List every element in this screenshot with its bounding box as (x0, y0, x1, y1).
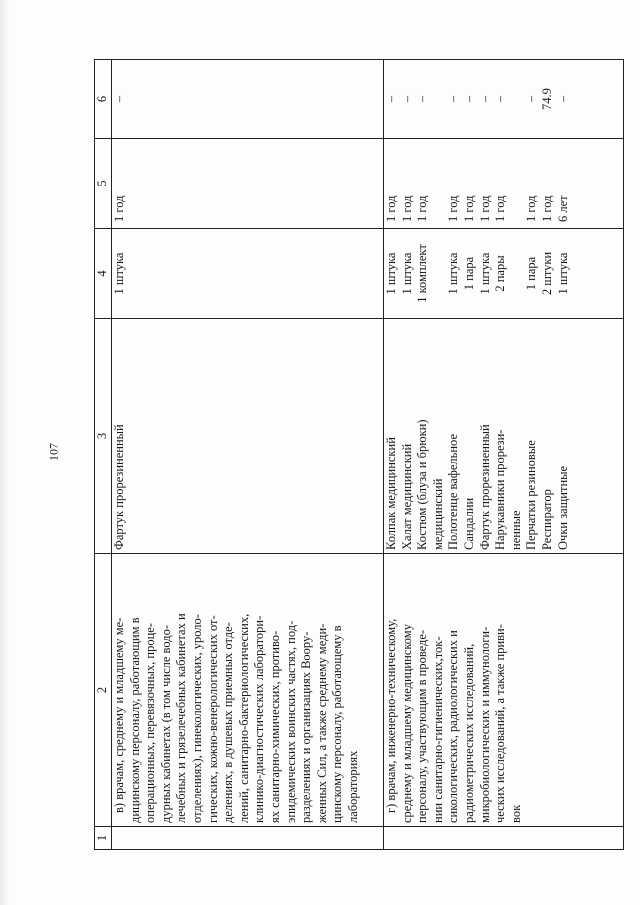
description-line: в) врачам, среднему и младшему ме- (112, 617, 126, 813)
quantity-cell (384, 229, 624, 319)
item-quantity: 1 штука (555, 252, 570, 295)
column-header-1: 1 (95, 827, 112, 850)
item-term: 1 год (415, 195, 430, 222)
item-term: 1 год (446, 195, 461, 222)
description-cell (384, 554, 624, 827)
description-line: женных Сил, а также среднему меди- (314, 623, 329, 823)
item-amount: – (461, 95, 476, 103)
items-cell (384, 319, 624, 554)
description-line: клинико-диагностических лаборатори- (252, 615, 267, 823)
item-term (509, 142, 525, 222)
item-quantity: 1 штука (446, 252, 461, 295)
column-header-2: 2 (95, 554, 112, 827)
item-amount: – (555, 95, 570, 103)
rotated-table-container (94, 60, 624, 850)
description-line: гических, кожно-венерологических от- (205, 615, 220, 823)
description-line: лечебных и грязелечебных кабинетах и (174, 613, 189, 823)
description-line: ях санитарно-химических, противо- (267, 630, 282, 823)
item-name: Колпак медицинский (384, 437, 398, 550)
item-term: 1 год (399, 195, 414, 222)
description-line: разделениях и организациях Воору- (299, 631, 314, 823)
column-header-3: 3 (95, 319, 112, 554)
item-quantity: 1 комплект (415, 244, 430, 303)
item-name: Нарукавники прорези- (493, 429, 508, 550)
amount-cell (384, 60, 624, 139)
item-quantity: 1 пара (524, 256, 539, 291)
item-name: Перчатки резиновые (524, 440, 539, 550)
row-number-cell (112, 827, 384, 850)
item-quantity: 1 штука (399, 252, 414, 295)
item-term: 1 год (477, 195, 492, 222)
item-amount: – (415, 95, 430, 103)
amount-cell (112, 60, 384, 139)
description-line: сикологических, радиологических и (446, 630, 461, 823)
item-name: Костюм (блуза и брюки) (415, 419, 430, 550)
description-line: операционных, перевязочных, проце- (143, 623, 158, 823)
table-row (112, 60, 384, 850)
items-cell (112, 319, 384, 554)
row-number-cell (384, 827, 624, 850)
description-line: делениях, в душевых приемных отде- (221, 622, 236, 823)
description-line: дицинскому персоналу, работающим в (127, 617, 142, 823)
description-line: отделениях), гинекологических, уроло- (189, 614, 204, 823)
item-amount: – (493, 95, 508, 103)
description-line: цинскому персоналу, работающему в (330, 625, 345, 823)
item-name: ненные (508, 510, 523, 550)
protective-clothing-table (94, 59, 624, 850)
item-quantity: 2 штуки (539, 251, 554, 296)
item-quantity: 1 пара (461, 256, 476, 291)
item-amount: – (112, 95, 126, 103)
description-line: персоналу, участвующим в проведе- (415, 629, 430, 823)
description-line: лений, санитарно-бактериологических, (236, 613, 251, 823)
description-line: микробиологических и иммунологи- (477, 626, 492, 823)
description-line: нии санитарно-гигиенических,ток- (430, 636, 445, 823)
item-term (431, 142, 447, 222)
item-name: Полотенце вафельное (446, 433, 461, 550)
item-quantity: 1 штука (112, 252, 126, 295)
item-amount: – (446, 95, 461, 103)
item-amount: – (384, 95, 398, 103)
page-number: 107 (46, 443, 61, 461)
item-amount: – (477, 95, 492, 103)
item-name: медицинский (430, 478, 445, 550)
description-line: вок (508, 804, 523, 823)
table-row (384, 60, 624, 850)
description-line: эпидемических воинских частях, под- (283, 620, 298, 823)
item-quantity: 1 штука (384, 252, 398, 295)
item-term: 1 год (461, 195, 476, 222)
scan-edge-shadow (0, 0, 10, 905)
description-line: лабораториях (345, 750, 360, 823)
description-line: дурных кабинетах (в том числе водо- (158, 624, 173, 823)
header-row (95, 60, 112, 850)
item-term: 6 лет (555, 195, 570, 222)
description-line: г) врачам, инженерно-техническому, (384, 618, 398, 813)
item-name: Халат медицинский (399, 443, 414, 550)
description-cell (112, 554, 384, 827)
item-quantity (431, 232, 447, 315)
item-name: Очки защитные (555, 465, 570, 550)
description-line: ческих исследований, а также приви- (493, 624, 508, 823)
item-term: 1 год (493, 195, 508, 222)
item-term: 1 год (112, 195, 126, 222)
item-amount (431, 63, 447, 135)
item-term: 1 год (524, 195, 539, 222)
quantity-cell (112, 229, 384, 319)
item-quantity (509, 232, 525, 315)
item-amount: – (399, 95, 414, 103)
item-term: 1 год (384, 195, 398, 222)
term-cell (112, 139, 384, 229)
item-name: Фартук прорезиненный (477, 424, 492, 550)
item-name: Респиратор (539, 489, 554, 550)
item-quantity: 1 штука (477, 252, 492, 295)
column-header-4: 4 (95, 229, 112, 319)
item-amount: 74.9 (539, 88, 554, 110)
column-header-5: 5 (95, 139, 112, 229)
term-cell (384, 139, 624, 229)
item-term: 1 год (539, 195, 554, 222)
description-line: среднему и младшему медицинскому (399, 624, 414, 823)
item-name: Фартук прорезиненный (112, 424, 126, 550)
item-quantity: 2 пары (493, 255, 508, 292)
column-header-6: 6 (95, 60, 112, 139)
item-amount (509, 63, 525, 135)
description-line: радиометрических исследований, (461, 643, 476, 823)
item-name: Сандалии (461, 497, 476, 550)
item-amount: – (524, 95, 539, 103)
